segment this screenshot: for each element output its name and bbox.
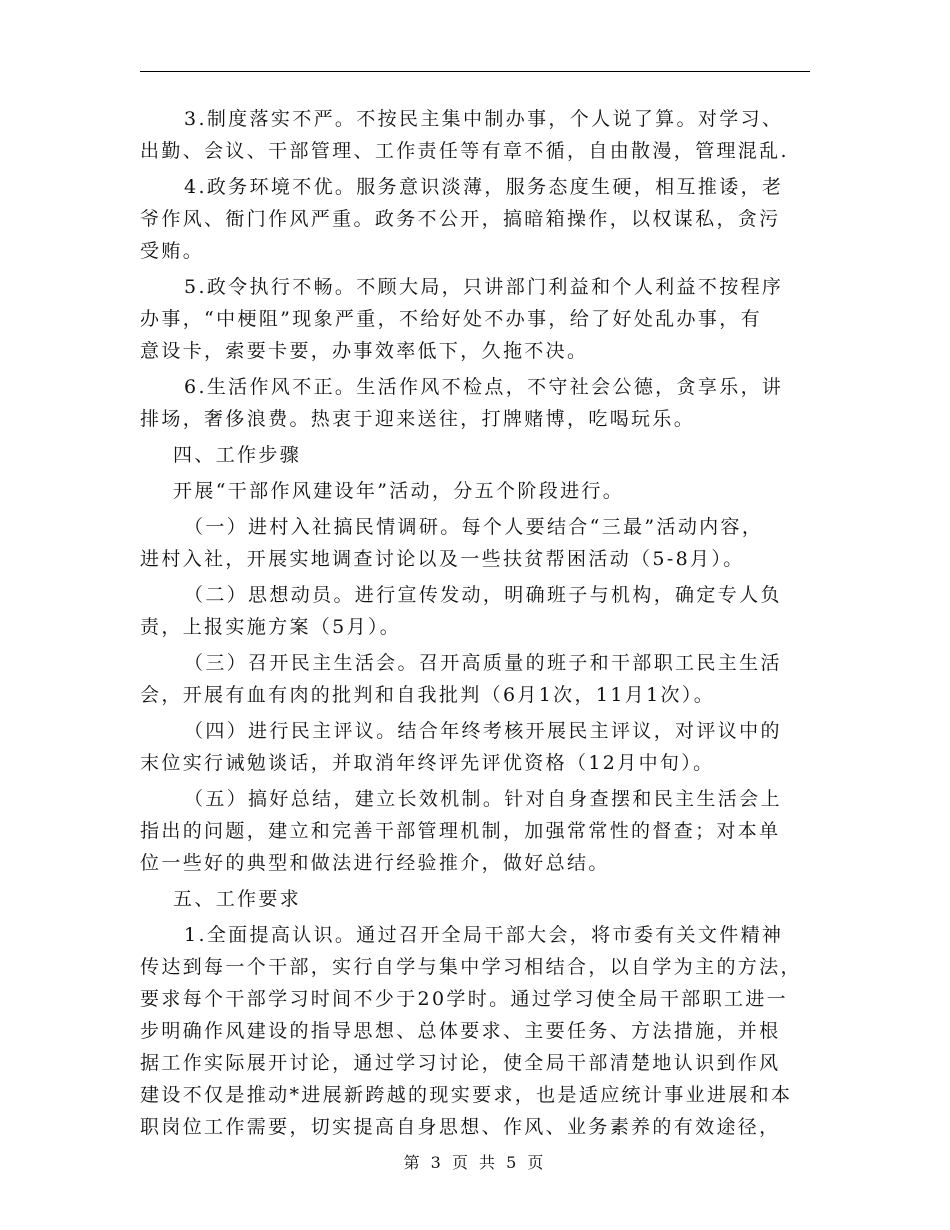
text-line: 4.政务环境不优。服务意识淡薄，服务态度生硬，相互推诿，老 bbox=[184, 176, 784, 198]
text-line: 位一些好的典型和做法进行经验推介，做好总结。 bbox=[140, 852, 610, 874]
text-line: 进村入社，开展实地调查讨论以及一些扶贫帮困活动（5-8月）。 bbox=[140, 548, 745, 570]
text-line: 5.政令执行不畅。不顾大局，只讲部门利益和个人利益不按程序 bbox=[184, 276, 784, 298]
text-line: 五、工作要求 bbox=[173, 888, 302, 910]
text-line: 3.制度落实不严。不按民主集中制办事，个人说了算。对学习、 bbox=[184, 108, 784, 130]
text-line: 建设不仅是推动*进展新跨越的现实要求，也是适应统计事业进展和本 bbox=[140, 1084, 793, 1106]
text-line: （四）进行民主评议。结合年终考核开展民主评议，对评议中的 bbox=[184, 720, 782, 742]
text-line: （一）进村入社搞民情调研。每个人要结合“三最”活动内容， bbox=[184, 516, 764, 538]
section-heading bbox=[140, 439, 810, 471]
text-line: 意设卡，索要卡要，办事效率低下，久拖不决。 bbox=[140, 340, 589, 362]
text-line: 步明确作风建设的指导思想、总体要求、主要任务、方法措施，并根 bbox=[140, 1020, 781, 1042]
header-rule bbox=[140, 71, 810, 72]
paragraph bbox=[140, 171, 810, 267]
text-line: 据工作实际展开讨论，通过学习讨论，使全局干部清楚地认识到作风 bbox=[140, 1052, 781, 1074]
text-line: 四、工作步骤 bbox=[173, 444, 302, 466]
text-line: 6.生活作风不正。生活作风不检点，不守社会公德，贪享乐，讲 bbox=[184, 376, 784, 398]
text-line: 1.全面提高认识。通过召开全局干部大会，将市委有关文件精神 bbox=[184, 924, 784, 946]
text-line: 传达到每一个干部，实行自学与集中学习相结合，以自学为主的方法， bbox=[140, 956, 802, 978]
text-line: 责，上报实施方案（5月）。 bbox=[140, 616, 402, 638]
text-line: 排场，奢侈浪费。热衷于迎来送往，打牌赌博，吃喝玩乐。 bbox=[140, 408, 696, 430]
text-line: 出勤、会议、干部管理、工作责任等有章不循，自由散漫，管理混乱. bbox=[140, 140, 789, 162]
page-number-footer: 第 3 页 共 5 页 bbox=[403, 1153, 547, 1172]
text-line: （三）召开民主生活会。召开高质量的班子和干部职工民主生活 bbox=[184, 652, 782, 674]
section-heading bbox=[140, 475, 810, 507]
paragraph bbox=[140, 511, 810, 575]
paragraph bbox=[140, 103, 810, 167]
text-line: 职岗位工作需要，切实提高自身思想、作风、业务素养的有效途径， bbox=[140, 1116, 781, 1138]
text-line: （二）思想动员。进行宣传发动，明确班子与机构，确定专人负 bbox=[184, 584, 782, 606]
text-line: 受贿。 bbox=[140, 240, 205, 262]
text-line: 办事，“中梗阻”现象严重，不给好处不办事，给了好处乱办事，有 bbox=[140, 308, 762, 330]
paragraph bbox=[140, 371, 810, 435]
paragraph bbox=[140, 783, 810, 879]
text-line: 会，开展有血有肉的批判和自我批判（6月1次，11月1次）。 bbox=[140, 684, 716, 706]
text-line: 爷作风、衙门作风严重。政务不公开，搞暗箱操作，以权谋私，贪污 bbox=[140, 208, 781, 230]
paragraph bbox=[140, 271, 810, 367]
paragraph bbox=[140, 919, 810, 1143]
text-line: （五）搞好总结，建立长效机制。针对自身查摆和民主生活会上 bbox=[184, 788, 782, 810]
text-line: 开展“干部作风建设年”活动，分五个阶段进行。 bbox=[173, 480, 625, 502]
paragraph bbox=[140, 647, 810, 711]
paragraph bbox=[140, 715, 810, 779]
text-line: 要求每个干部学习时间不少于20学时。通过学习使全局干部职工进一 bbox=[140, 988, 789, 1010]
text-line: 末位实行诫勉谈话，并取消年终评先评优资格（12月中旬）。 bbox=[140, 752, 715, 774]
text-line: 指出的问题，建立和完善干部管理机制，加强常常性的督查；对本单 bbox=[140, 820, 781, 842]
document-body bbox=[140, 103, 810, 1143]
paragraph bbox=[140, 579, 810, 643]
section-heading bbox=[140, 883, 810, 915]
